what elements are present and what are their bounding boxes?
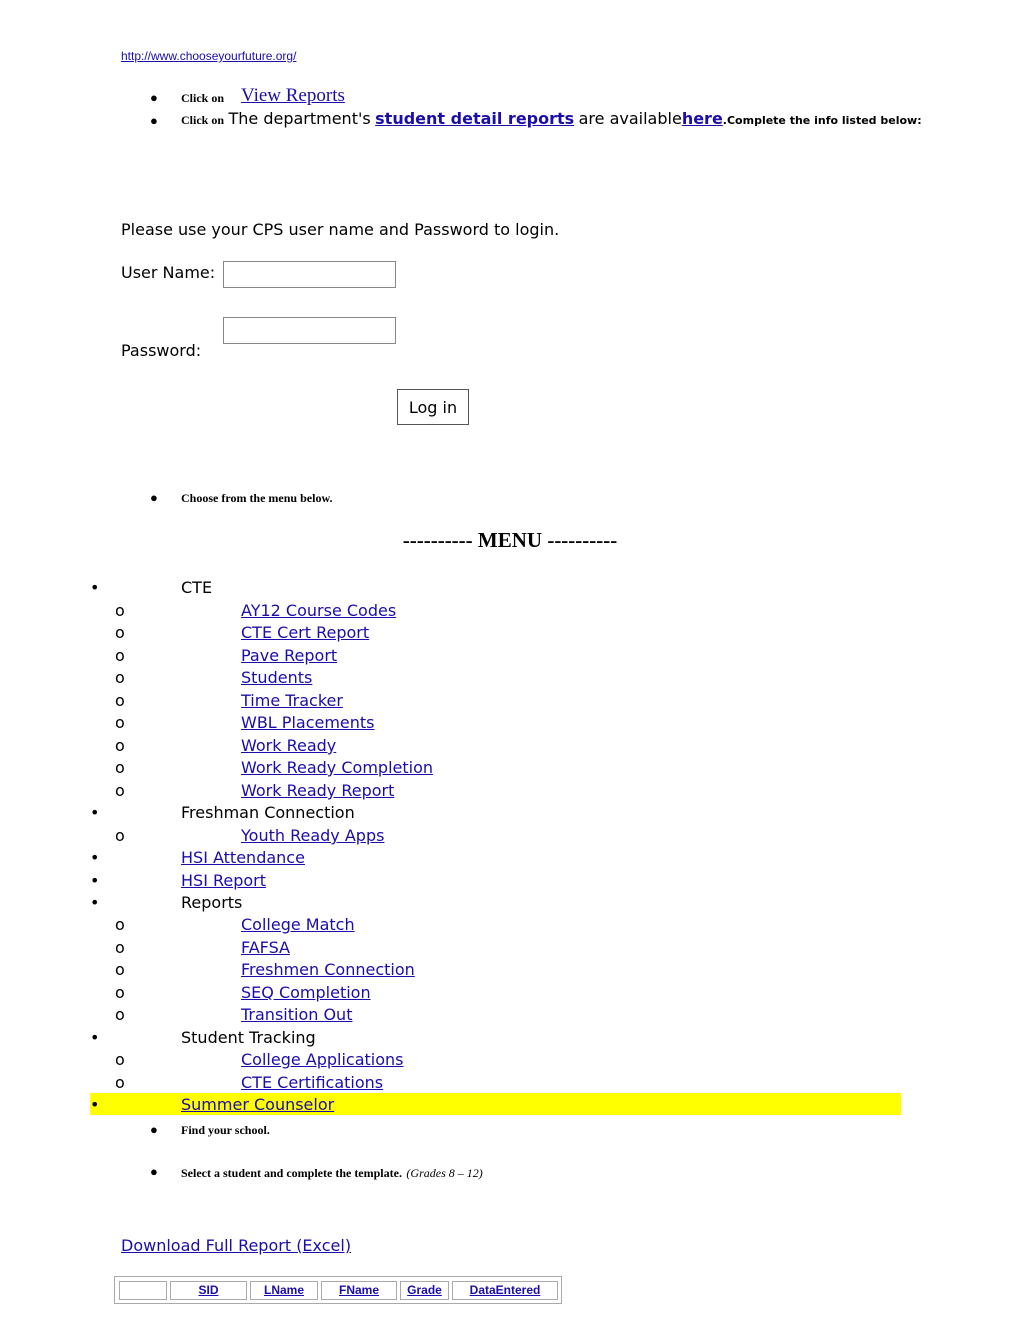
table-header-dataentered — [452, 1281, 558, 1300]
menu-item-hsi-attendance — [0, 848, 900, 870]
college-match-link[interactable]: College Match — [241, 915, 355, 934]
menu-subitem — [0, 1050, 900, 1072]
circle-bullet-icon: o — [115, 826, 125, 845]
menu-subitem — [0, 668, 900, 690]
table-header-lname — [250, 1281, 318, 1300]
menu-subitem — [0, 826, 900, 848]
menu-subitem — [0, 601, 900, 623]
work-ready-link[interactable]: Work Ready — [241, 736, 337, 755]
fafsa-link[interactable]: FAFSA — [241, 938, 290, 957]
wbl-placements-link[interactable]: WBL Placements — [241, 713, 375, 732]
select-student-line — [181, 1164, 483, 1182]
complete-info-text: .Complete the info listed below: — [722, 114, 922, 127]
bullet-icon: ● — [150, 90, 158, 105]
circle-bullet-icon: o — [115, 1050, 125, 1069]
click-on-label: Click on — [181, 91, 225, 105]
circle-bullet-icon: o — [115, 983, 125, 1002]
menu-item-reports: • Reports — [90, 893, 243, 912]
sort-lname-link[interactable]: LName — [263, 1283, 304, 1297]
work-ready-report-link[interactable]: Work Ready Report — [241, 781, 395, 800]
sort-dataentered-link[interactable]: DataEntered — [469, 1283, 541, 1297]
menu-subitem — [0, 781, 900, 803]
student-detail-reports-link[interactable]: student detail reports — [375, 109, 575, 128]
freshmen-connection-link[interactable]: Freshmen Connection — [241, 960, 415, 979]
ay12-course-codes-link[interactable]: AY12 Course Codes — [241, 601, 397, 620]
cte-cert-report-link[interactable]: CTE Cert Report — [241, 623, 370, 642]
hsi-report-link[interactable]: HSI Report — [181, 871, 267, 890]
circle-bullet-icon: o — [115, 691, 125, 710]
youth-ready-apps-link[interactable]: Youth Ready Apps — [241, 826, 385, 845]
table-header-grade — [400, 1281, 449, 1300]
view-reports-link[interactable]: View Reports — [241, 85, 345, 106]
menu-item-freshman-connection: • Freshman Connection — [90, 803, 355, 822]
menu-item-cte: • CTE — [90, 578, 213, 597]
time-tracker-link[interactable]: Time Tracker — [241, 691, 343, 710]
bullet-icon: • — [90, 803, 100, 822]
bullet-icon: ● — [150, 1164, 158, 1179]
circle-bullet-icon: o — [115, 713, 125, 732]
seq-completion-link[interactable]: SEQ Completion — [241, 983, 371, 1002]
menu-subitem — [0, 915, 900, 937]
table-header-fname — [321, 1281, 397, 1300]
bullet-icon: ● — [150, 113, 158, 128]
bullet-icon: • — [90, 893, 100, 912]
menu-item-hsi-report — [0, 871, 900, 893]
menu-subitem — [0, 736, 900, 758]
grades-text: (Grades 8 – 12) — [406, 1166, 483, 1180]
available-text: are available — [578, 109, 682, 128]
table-header-sid — [170, 1281, 247, 1300]
bullet-icon: ● — [150, 1122, 158, 1137]
cte-certifications-link[interactable]: CTE Certifications — [241, 1073, 384, 1092]
college-applications-link[interactable]: College Applications — [241, 1050, 404, 1069]
circle-bullet-icon: o — [115, 736, 125, 755]
bullet-icon: ● — [150, 490, 158, 505]
download-full-report-link[interactable]: Download Full Report (Excel) — [121, 1236, 352, 1255]
circle-bullet-icon: o — [115, 601, 125, 620]
menu-subitem — [0, 713, 900, 735]
click-on-label: Click on — [181, 113, 225, 127]
password-label: Password: — [121, 341, 202, 360]
menu-subitem — [0, 758, 900, 780]
menu-subitem — [0, 960, 900, 982]
circle-bullet-icon: o — [115, 623, 125, 642]
find-school-text: Find your school. — [181, 1123, 270, 1137]
menu-subitem — [0, 646, 900, 668]
circle-bullet-icon: o — [115, 758, 125, 777]
circle-bullet-icon: o — [115, 938, 125, 957]
bullet-icon: • — [90, 578, 100, 597]
circle-bullet-icon: o — [115, 1073, 125, 1092]
bullet-icon: • — [90, 1028, 100, 1047]
circle-bullet-icon: o — [115, 781, 125, 800]
choose-menu-text: Choose from the menu below. — [181, 491, 333, 505]
department-text: The department's — [228, 109, 371, 128]
sort-fname-link[interactable]: FName — [338, 1283, 379, 1297]
menu-title: ---------- MENU ---------- — [402, 528, 618, 552]
username-input[interactable] — [223, 261, 396, 288]
bullet-icon: • — [90, 1095, 100, 1114]
students-link[interactable]: Students — [241, 668, 313, 687]
work-ready-completion-link[interactable]: Work Ready Completion — [241, 758, 433, 777]
student-table — [114, 1276, 562, 1304]
instruction-line-2 — [181, 109, 922, 129]
menu-item-summer-counselor — [90, 1093, 901, 1115]
login-button[interactable]: Log in — [397, 389, 469, 425]
hsi-attendance-link[interactable]: HSI Attendance — [181, 848, 305, 867]
sort-sid-link[interactable]: SID — [198, 1283, 219, 1297]
menu-subitem — [0, 623, 900, 645]
select-student-text: Select a student and complete the template. — [181, 1166, 402, 1180]
circle-bullet-icon: o — [115, 1005, 125, 1024]
menu-subitem — [0, 938, 900, 960]
menu-subitem — [0, 691, 900, 713]
circle-bullet-icon: o — [115, 646, 125, 665]
username-label: User Name: — [121, 263, 216, 282]
top-url-link[interactable]: http://www.chooseyourfuture.org/ — [121, 49, 297, 63]
password-input[interactable] — [223, 317, 396, 344]
bullet-icon: • — [90, 871, 100, 890]
login-prompt: Please use your CPS user name and Password to login. — [121, 220, 560, 239]
menu-subitem — [0, 1005, 900, 1027]
menu-subitem — [0, 983, 900, 1005]
circle-bullet-icon: o — [115, 915, 125, 934]
circle-bullet-icon: o — [115, 668, 125, 687]
transition-out-link[interactable]: Transition Out — [241, 1005, 353, 1024]
bullet-icon: • — [90, 848, 100, 867]
pave-report-link[interactable]: Pave Report — [241, 646, 338, 665]
menu-item-student-tracking: • Student Tracking — [90, 1028, 316, 1047]
table-header-blank — [119, 1281, 167, 1300]
menu-subitem — [0, 1073, 900, 1095]
here-link[interactable]: here — [681, 109, 723, 128]
summer-counselor-link[interactable]: Summer Counselor — [181, 1095, 335, 1114]
circle-bullet-icon: o — [115, 960, 125, 979]
sort-grade-link[interactable]: Grade — [407, 1283, 442, 1297]
